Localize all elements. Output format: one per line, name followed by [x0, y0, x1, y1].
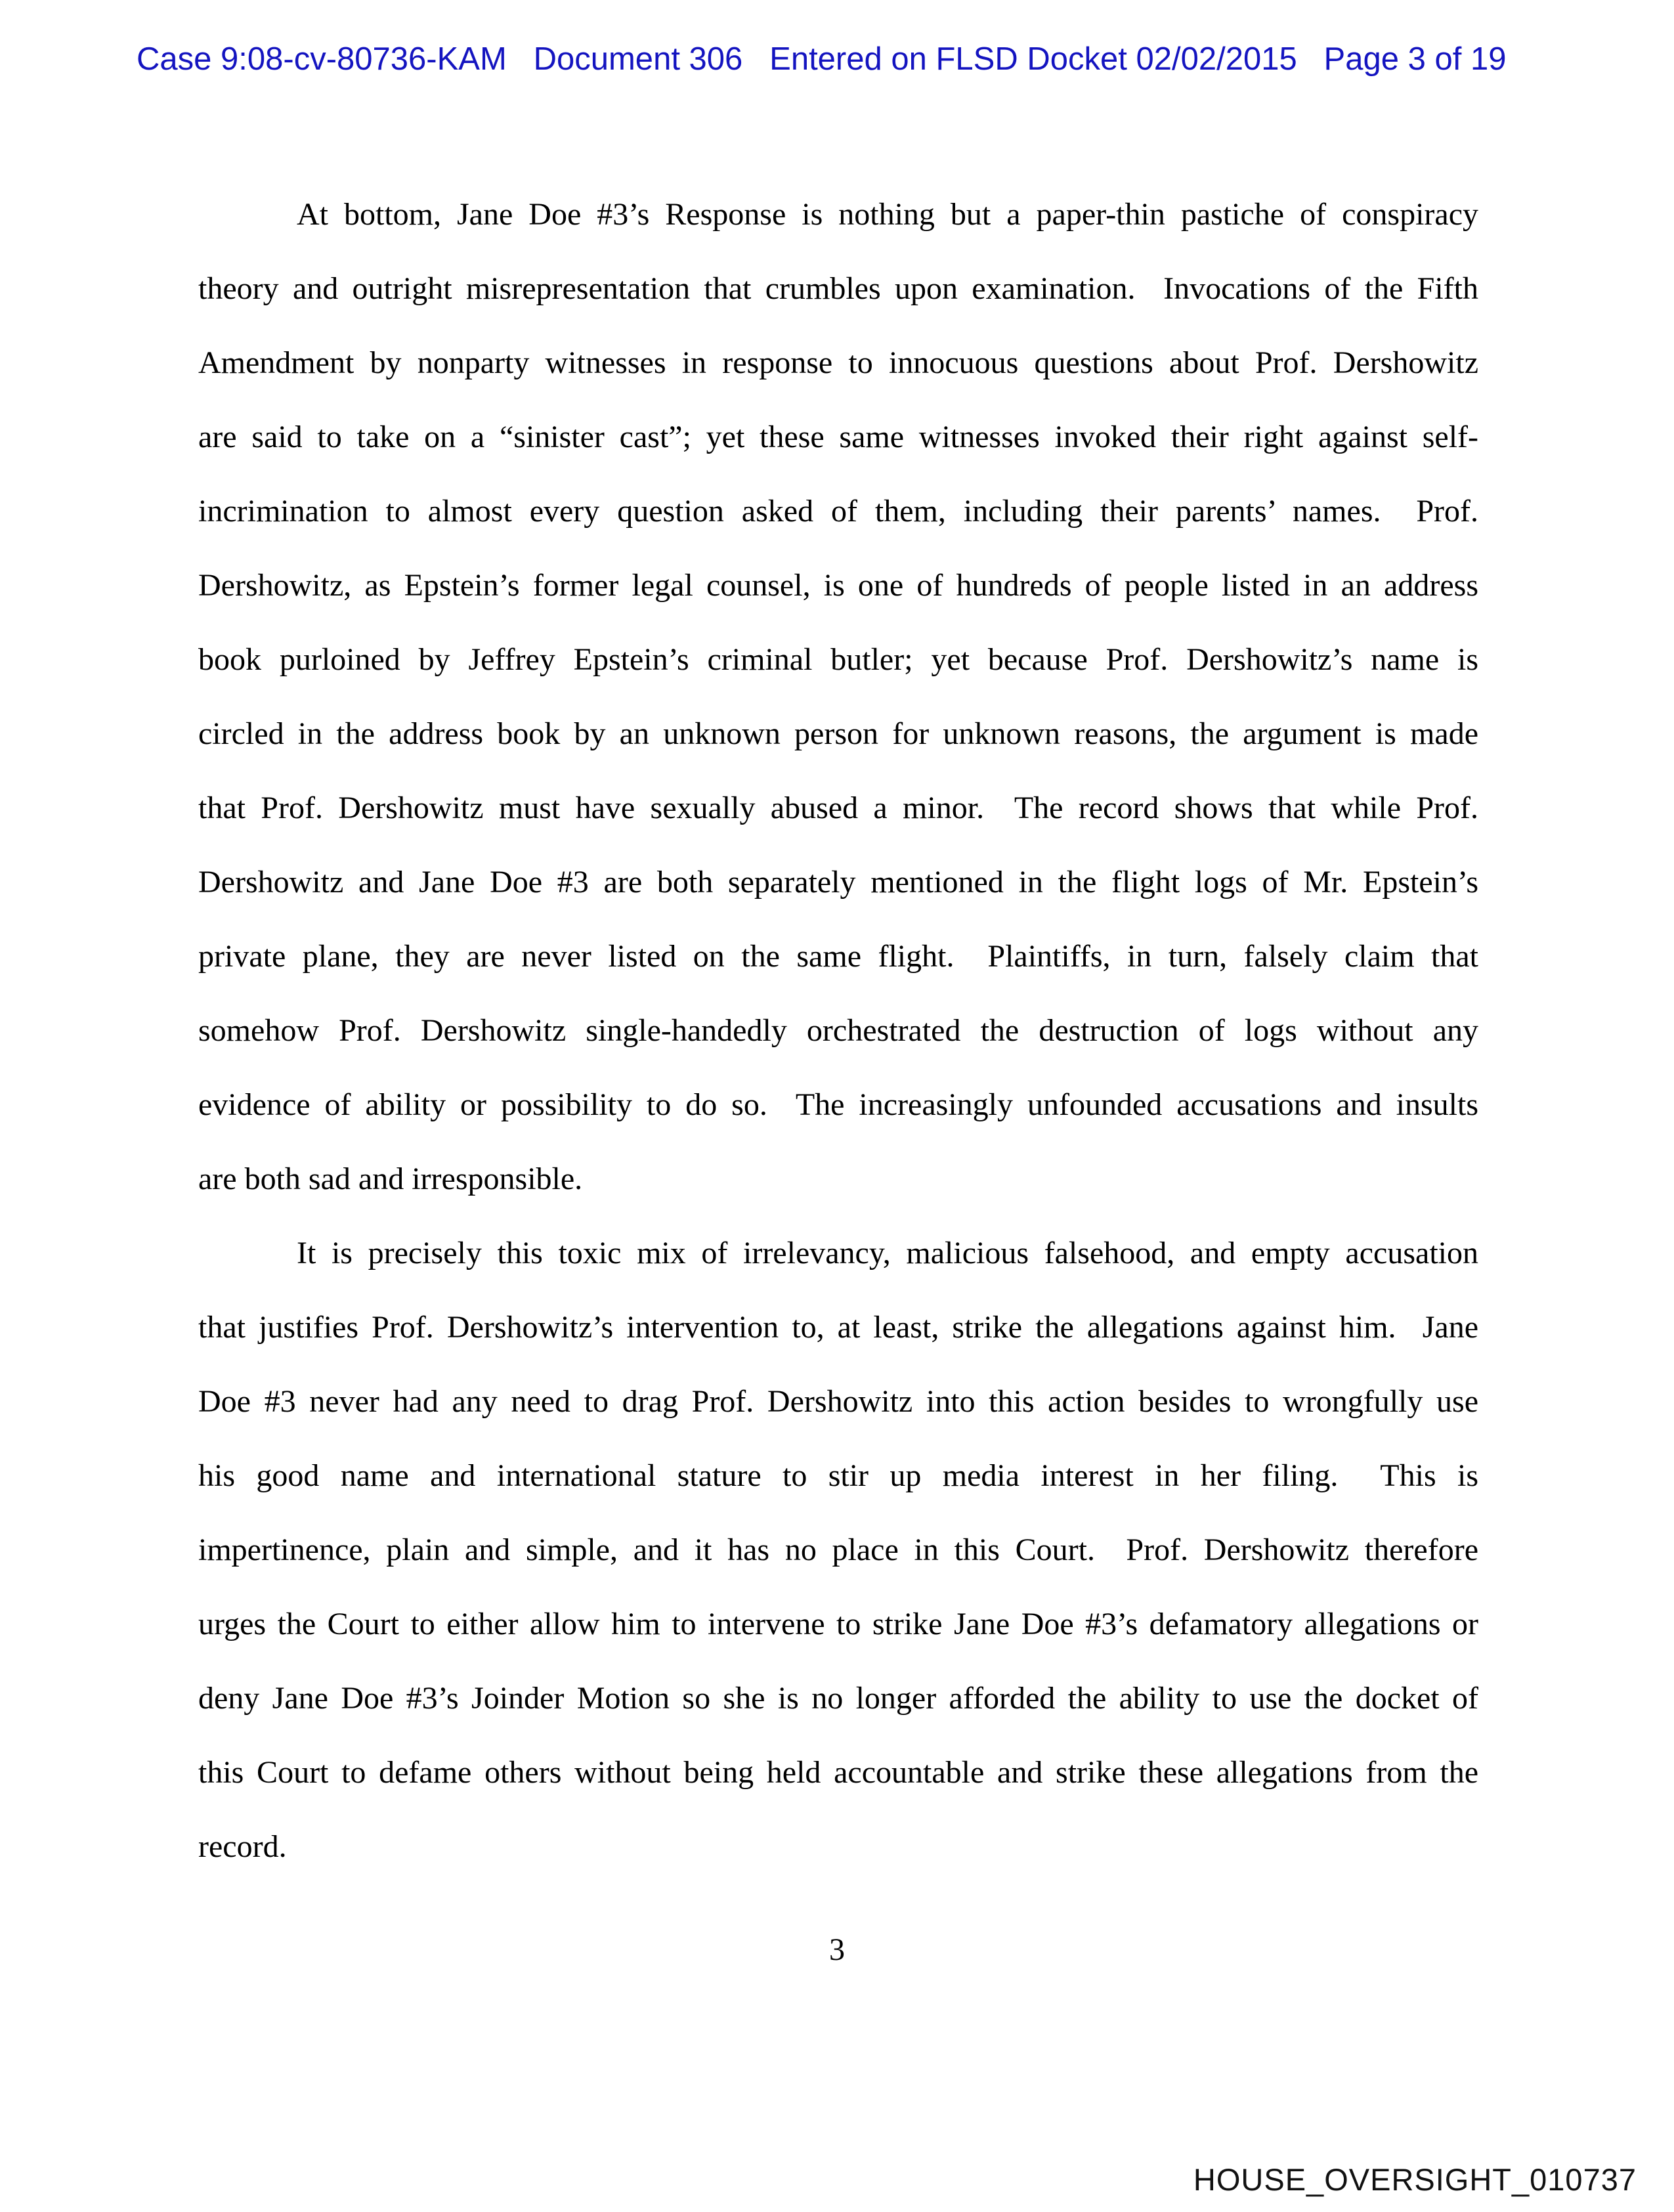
- body-line: that Prof. Dershowitz must have sexually abused a minor. The record shows that while Prof.: [198, 791, 1478, 825]
- body-line: circled in the address book by an unknown person for unknown reasons, the argument is made: [198, 716, 1478, 751]
- body-line: It is precisely this toxic mix of irrelevancy, malicious falsehood, and empty accusation: [297, 1236, 1478, 1270]
- body-line: record.: [198, 1829, 287, 1864]
- body-line: deny Jane Doe #3’s Joinder Motion so she is no longer afforded the ability to use the docket of: [198, 1681, 1478, 1716]
- body-line: are said to take on a “sinister cast”; yet these same witnesses invoked their right against self-: [198, 420, 1478, 454]
- body-line: somehow Prof. Dershowitz single-handedly orchestrated the destruction of logs without any: [198, 1013, 1478, 1048]
- body-line: Dershowitz and Jane Doe #3 are both separately mentioned in the flight logs of Mr. Epstein’s: [198, 865, 1478, 900]
- bates-stamp: HOUSE_OVERSIGHT_010737: [1193, 2162, 1637, 2197]
- body-line: incrimination to almost every question asked of them, including their parents’ names. Prof.: [198, 494, 1478, 529]
- body-line: Doe #3 never had any need to drag Prof. Dershowitz into this action besides to wrongfully use: [198, 1384, 1478, 1419]
- body-line: Amendment by nonparty witnesses in response to innocuous questions about Prof. Dershowitz: [198, 345, 1478, 380]
- body-line: urges the Court to either allow him to intervene to strike Jane Doe #3’s defamatory allegations or: [198, 1607, 1478, 1641]
- page-number: 3: [829, 1932, 845, 1967]
- body-line: At bottom, Jane Doe #3’s Response is nothing but a paper-thin pastiche of conspiracy: [297, 197, 1478, 232]
- body-line: theory and outright misrepresentation that crumbles upon examination. Invocations of the Fifth: [198, 271, 1478, 306]
- body-line: that justifies Prof. Dershowitz’s intervention to, at least, strike the allegations against him. Jane: [198, 1310, 1478, 1345]
- body-line: impertinence, plain and simple, and it has no place in this Court. Prof. Dershowitz therefore: [198, 1532, 1478, 1567]
- body-line: are both sad and irresponsible.: [198, 1161, 583, 1196]
- ecf-stamp-header: Case 9:08-cv-80736-KAM Document 306 Entered on FLSD Docket 02/02/2015 Page 3 of 19: [137, 41, 1507, 77]
- body-line: private plane, they are never listed on the same flight. Plaintiffs, in turn, falsely claim that: [198, 939, 1478, 974]
- document-body: [198, 177, 1478, 1884]
- body-line: book purloined by Jeffrey Epstein’s criminal butler; yet because Prof. Dershowitz’s name is: [198, 642, 1478, 677]
- body-line: Dershowitz, as Epstein’s former legal counsel, is one of hundreds of people listed in an address: [198, 568, 1478, 603]
- body-line: evidence of ability or possibility to do so. The increasingly unfounded accusations and insults: [198, 1087, 1478, 1122]
- body-line: his good name and international stature to stir up media interest in her filing. This is: [198, 1458, 1478, 1493]
- body-line: this Court to defame others without being held accountable and strike these allegations from the: [198, 1755, 1478, 1790]
